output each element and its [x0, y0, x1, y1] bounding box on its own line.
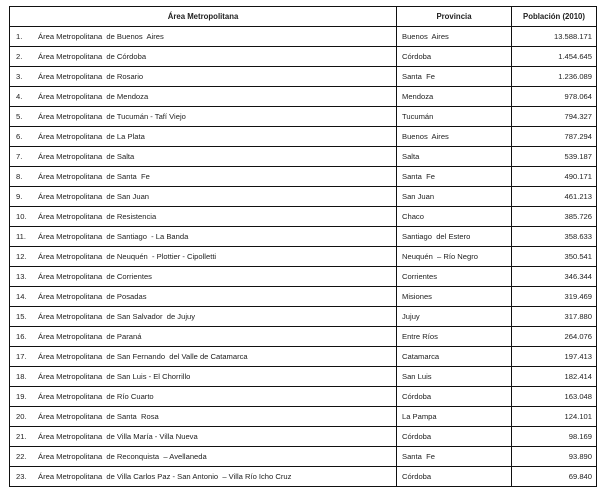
table-row: [10, 167, 597, 187]
area-name: Área Metropolitana de Tucumán - Tafí Viejo: [38, 112, 186, 121]
table-row: [10, 327, 597, 347]
poblacion-cell: 98.169: [512, 427, 597, 447]
poblacion-cell: 264.076: [512, 327, 597, 347]
provincia-cell: Entre Ríos: [397, 327, 512, 347]
area-cell: [10, 87, 397, 107]
area-cell: [10, 207, 397, 227]
row-number: 23.: [16, 472, 27, 481]
row-number: 17.: [16, 352, 27, 361]
table-row: [10, 367, 597, 387]
area-name: Área Metropolitana de Villa Carlos Paz - San Antonio – Villa Río Icho Cruz: [38, 472, 292, 481]
row-number: 10.: [16, 212, 27, 221]
poblacion-cell: 539.187: [512, 147, 597, 167]
header-provincia: Provincia: [397, 7, 512, 27]
area-cell: [10, 107, 397, 127]
area-name: Área Metropolitana de Río Cuarto: [38, 392, 154, 401]
poblacion-cell: 490.171: [512, 167, 597, 187]
area-name: Área Metropolitana de Resistencia: [38, 212, 157, 221]
poblacion-cell: 350.541: [512, 247, 597, 267]
area-cell: [10, 407, 397, 427]
area-name: Área Metropolitana de Santa Fe: [38, 172, 150, 181]
table-row: [10, 287, 597, 307]
table-row: [10, 427, 597, 447]
provincia-cell: Misiones: [397, 287, 512, 307]
provincia-cell: Santa Fe: [397, 167, 512, 187]
table-row: [10, 187, 597, 207]
area-cell: [10, 147, 397, 167]
provincia-cell: Mendoza: [397, 87, 512, 107]
row-number: 13.: [16, 272, 27, 281]
area-cell: [10, 167, 397, 187]
area-cell: [10, 287, 397, 307]
area-cell: [10, 367, 397, 387]
poblacion-cell: 69.840: [512, 467, 597, 487]
table-row: [10, 127, 597, 147]
area-name: Área Metropolitana de Neuquén - Plottier - Cipolletti: [38, 252, 217, 261]
provincia-cell: Santa Fe: [397, 67, 512, 87]
provincia-cell: Corrientes: [397, 267, 512, 287]
row-number: 7.: [16, 152, 23, 161]
table-row: [10, 447, 597, 467]
table-row: [10, 387, 597, 407]
provincia-cell: Santa Fe: [397, 447, 512, 467]
table-row: [10, 227, 597, 247]
area-name: Área Metropolitana de Santa Rosa: [38, 412, 159, 421]
table-row: [10, 407, 597, 427]
area-name: Área Metropolitana de Rosario: [38, 72, 144, 81]
provincia-cell: Buenos Aires: [397, 27, 512, 47]
poblacion-cell: 385.726: [512, 207, 597, 227]
row-number: 14.: [16, 292, 27, 301]
row-number: 2.: [16, 52, 23, 61]
table-row: [10, 467, 597, 487]
header-area: Área Metropolitana: [10, 7, 397, 27]
row-number: 8.: [16, 172, 23, 181]
row-number: 1.: [16, 32, 23, 41]
provincia-cell: La Pampa: [397, 407, 512, 427]
area-name: Área Metropolitana de La Plata: [38, 132, 145, 141]
poblacion-cell: 163.048: [512, 387, 597, 407]
row-number: 11.: [16, 232, 26, 241]
poblacion-cell: 124.101: [512, 407, 597, 427]
area-cell: [10, 347, 397, 367]
area-cell: [10, 427, 397, 447]
table-row: [10, 147, 597, 167]
table-row: [10, 207, 597, 227]
table-row: [10, 87, 597, 107]
table-row: [10, 67, 597, 87]
table-row: [10, 267, 597, 287]
area-cell: [10, 67, 397, 87]
area-name: Área Metropolitana de Villa María - Villa Nueva: [38, 432, 198, 441]
row-number: 20.: [16, 412, 27, 421]
area-cell: [10, 387, 397, 407]
area-cell: [10, 467, 397, 487]
provincia-cell: Chaco: [397, 207, 512, 227]
row-number: 22.: [16, 452, 27, 461]
area-cell: [10, 187, 397, 207]
poblacion-cell: 319.469: [512, 287, 597, 307]
table-row: [10, 247, 597, 267]
area-cell: [10, 267, 397, 287]
area-name: Área Metropolitana de Mendoza: [38, 92, 149, 101]
area-name: Área Metropolitana de Buenos Aires: [38, 32, 164, 41]
poblacion-cell: 13.588.171: [512, 27, 597, 47]
table-row: [10, 347, 597, 367]
area-cell: [10, 247, 397, 267]
row-number: 5.: [16, 112, 23, 121]
poblacion-cell: 358.633: [512, 227, 597, 247]
area-cell: [10, 47, 397, 67]
row-number: 18.: [16, 372, 27, 381]
provincia-cell: Santiago del Estero: [397, 227, 512, 247]
provincia-cell: Córdoba: [397, 427, 512, 447]
poblacion-cell: 346.344: [512, 267, 597, 287]
row-number: 4.: [16, 92, 23, 101]
provincia-cell: Buenos Aires: [397, 127, 512, 147]
poblacion-cell: 794.327: [512, 107, 597, 127]
poblacion-cell: 182.414: [512, 367, 597, 387]
row-number: 12.: [16, 252, 27, 261]
area-cell: [10, 327, 397, 347]
poblacion-cell: 317.880: [512, 307, 597, 327]
area-name: Área Metropolitana de Reconquista – Avellaneda: [38, 452, 207, 461]
provincia-cell: San Luis: [397, 367, 512, 387]
area-cell: [10, 127, 397, 147]
row-number: 16.: [16, 332, 27, 341]
provincia-cell: Catamarca: [397, 347, 512, 367]
area-cell: [10, 27, 397, 47]
poblacion-cell: 197.413: [512, 347, 597, 367]
area-name: Área Metropolitana de Santiago - La Banda: [38, 232, 189, 241]
table-header-row: [10, 7, 597, 27]
row-number: 6.: [16, 132, 23, 141]
table-row: [10, 27, 597, 47]
poblacion-cell: 461.213: [512, 187, 597, 207]
provincia-cell: San Juan: [397, 187, 512, 207]
table-row: [10, 107, 597, 127]
area-name: Área Metropolitana de San Salvador de Jujuy: [38, 312, 196, 321]
area-name: Área Metropolitana de Corrientes: [38, 272, 152, 281]
area-name: Área Metropolitana de San Juan: [38, 192, 150, 201]
row-number: 3.: [16, 72, 23, 81]
row-number: 9.: [16, 192, 23, 201]
area-name: Área Metropolitana de Córdoba: [38, 52, 147, 61]
provincia-cell: Salta: [397, 147, 512, 167]
poblacion-cell: 787.294: [512, 127, 597, 147]
provincia-cell: Tucumán: [397, 107, 512, 127]
area-cell: [10, 227, 397, 247]
poblacion-cell: 1.236.089: [512, 67, 597, 87]
table-body: [10, 27, 597, 487]
provincia-cell: Córdoba: [397, 47, 512, 67]
area-name: Área Metropolitana de Posadas: [38, 292, 147, 301]
area-cell: [10, 307, 397, 327]
area-name: Área Metropolitana de San Fernando del Valle de Catamarca: [38, 352, 248, 361]
row-number: 19.: [16, 392, 27, 401]
table-row: [10, 47, 597, 67]
header-poblacion: Población (2010): [512, 7, 597, 27]
provincia-cell: Jujuy: [397, 307, 512, 327]
provincia-cell: Córdoba: [397, 467, 512, 487]
metro-areas-table: [9, 6, 597, 487]
row-number: 15.: [16, 312, 27, 321]
area-name: Área Metropolitana de Paraná: [38, 332, 142, 341]
poblacion-cell: 93.890: [512, 447, 597, 467]
provincia-cell: Neuquén – Río Negro: [397, 247, 512, 267]
area-name: Área Metropolitana de Salta: [38, 152, 135, 161]
row-number: 21.: [16, 432, 27, 441]
area-cell: [10, 447, 397, 467]
poblacion-cell: 1.454.645: [512, 47, 597, 67]
provincia-cell: Córdoba: [397, 387, 512, 407]
poblacion-cell: 978.064: [512, 87, 597, 107]
table-row: [10, 307, 597, 327]
area-name: Área Metropolitana de San Luis - El Chorrillo: [38, 372, 191, 381]
